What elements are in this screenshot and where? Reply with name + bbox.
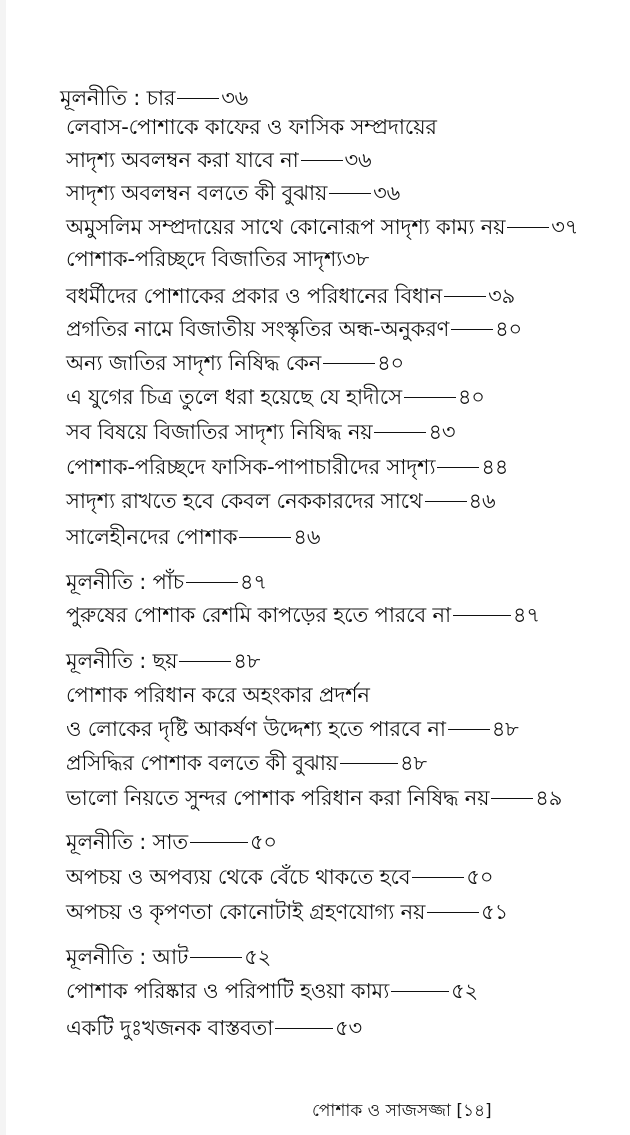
toc-entry: পোশাক-পরিচ্ছদে বিজাতির সাদৃশ্য৩৮	[66, 247, 370, 271]
toc-entry: পোশাক পরিষ্কার ও পরিপাটি হওয়া কাম্য ৫২	[66, 979, 478, 1003]
toc-entry: অন্য জাতির সাদৃশ্য নিষিদ্ধ কেন ৪০	[66, 351, 404, 375]
toc-entry: প্রগতির নামে বিজাতীয় সংস্কৃতির অন্ধ-অনুকরণ ৪০	[66, 317, 522, 341]
page-footer: পোশাক ও সাজসজ্জা [১৪]	[312, 1101, 492, 1121]
toc-entry: বধর্মীদের পোশাকের প্রকার ও পরিধানের বিধান ৩৯	[66, 284, 516, 308]
toc-entry: সালেহীনদের পোশাক ৪৬	[66, 525, 321, 549]
toc-entry: অমুসলিম সম্প্রদায়ের সাথে কোনোরূপ সাদৃশ্য কাম্য নয় ৩৭	[66, 215, 579, 239]
toc-entry: প্রসিদ্ধির পোশাক বলতে কী বুঝায় ৪৮	[66, 751, 427, 775]
toc-entry: অপচয় ও কৃপণতা কোনোটাই গ্রহণযোগ্য নয় ৫১	[66, 900, 508, 924]
toc-section-heading: মূলনীতি : ছয় ৪৮	[66, 649, 261, 673]
toc-section-heading: মূলনীতি : সাত ৫০	[66, 830, 277, 854]
toc-entry: লেবাস-পোশাকে কাফের ও ফাসিক সম্প্রদায়ের	[66, 115, 437, 139]
toc-entry: সব বিষয়ে বিজাতির সাদৃশ্য নিষিদ্ধ নয় ৪৩	[66, 420, 456, 444]
toc-entry: এ যুগের চিত্র তুলে ধরা হয়েছে যে হাদীসে ৪০	[66, 385, 485, 409]
toc-entry: ও লোকের দৃষ্টি আকর্ষণ উদ্দেশ্য হতে পারবে না ৪৮	[66, 717, 519, 741]
toc-entry: সাদৃশ্য অবলম্বন করা যাবে না ৩৬	[66, 148, 372, 172]
toc-entry: সাদৃশ্য রাখতে হবে কেবল নেককারদের সাথে ৪৬	[66, 489, 496, 513]
toc-entry: মূলনীতি : চার ৩৬	[60, 86, 249, 110]
toc-entry: পোশাক-পরিচ্ছদে ফাসিক-পাপাচারীদের সাদৃশ্য ৪৪	[66, 455, 509, 479]
toc-entry: একটি দুঃখজনক বাস্তবতা ৫৩	[66, 1016, 363, 1040]
toc-section-heading: মূলনীতি : পাঁচ ৪৭	[66, 570, 267, 594]
toc-section-heading: মূলনীতি : আট ৫২	[66, 945, 272, 969]
toc-entry: অপচয় ও অপব্যয় থেকে বেঁচে থাকতে হবে ৫০	[66, 865, 494, 889]
page-gutter	[0, 0, 6, 1135]
toc-entry: ভালো নিয়তে সুন্দর পোশাক পরিধান করা নিষিদ্ধ নয় ৪৯	[66, 786, 563, 810]
toc-entry: পুরুষের পোশাক রেশমি কাপড়ের হতে পারবে না ৪৭	[66, 603, 540, 627]
toc-entry: পোশাক পরিধান করে অহংকার প্রদর্শন	[66, 683, 370, 707]
toc-entry: সাদৃশ্য অবলম্বন বলতে কী বুঝায় ৩৬	[66, 181, 401, 205]
